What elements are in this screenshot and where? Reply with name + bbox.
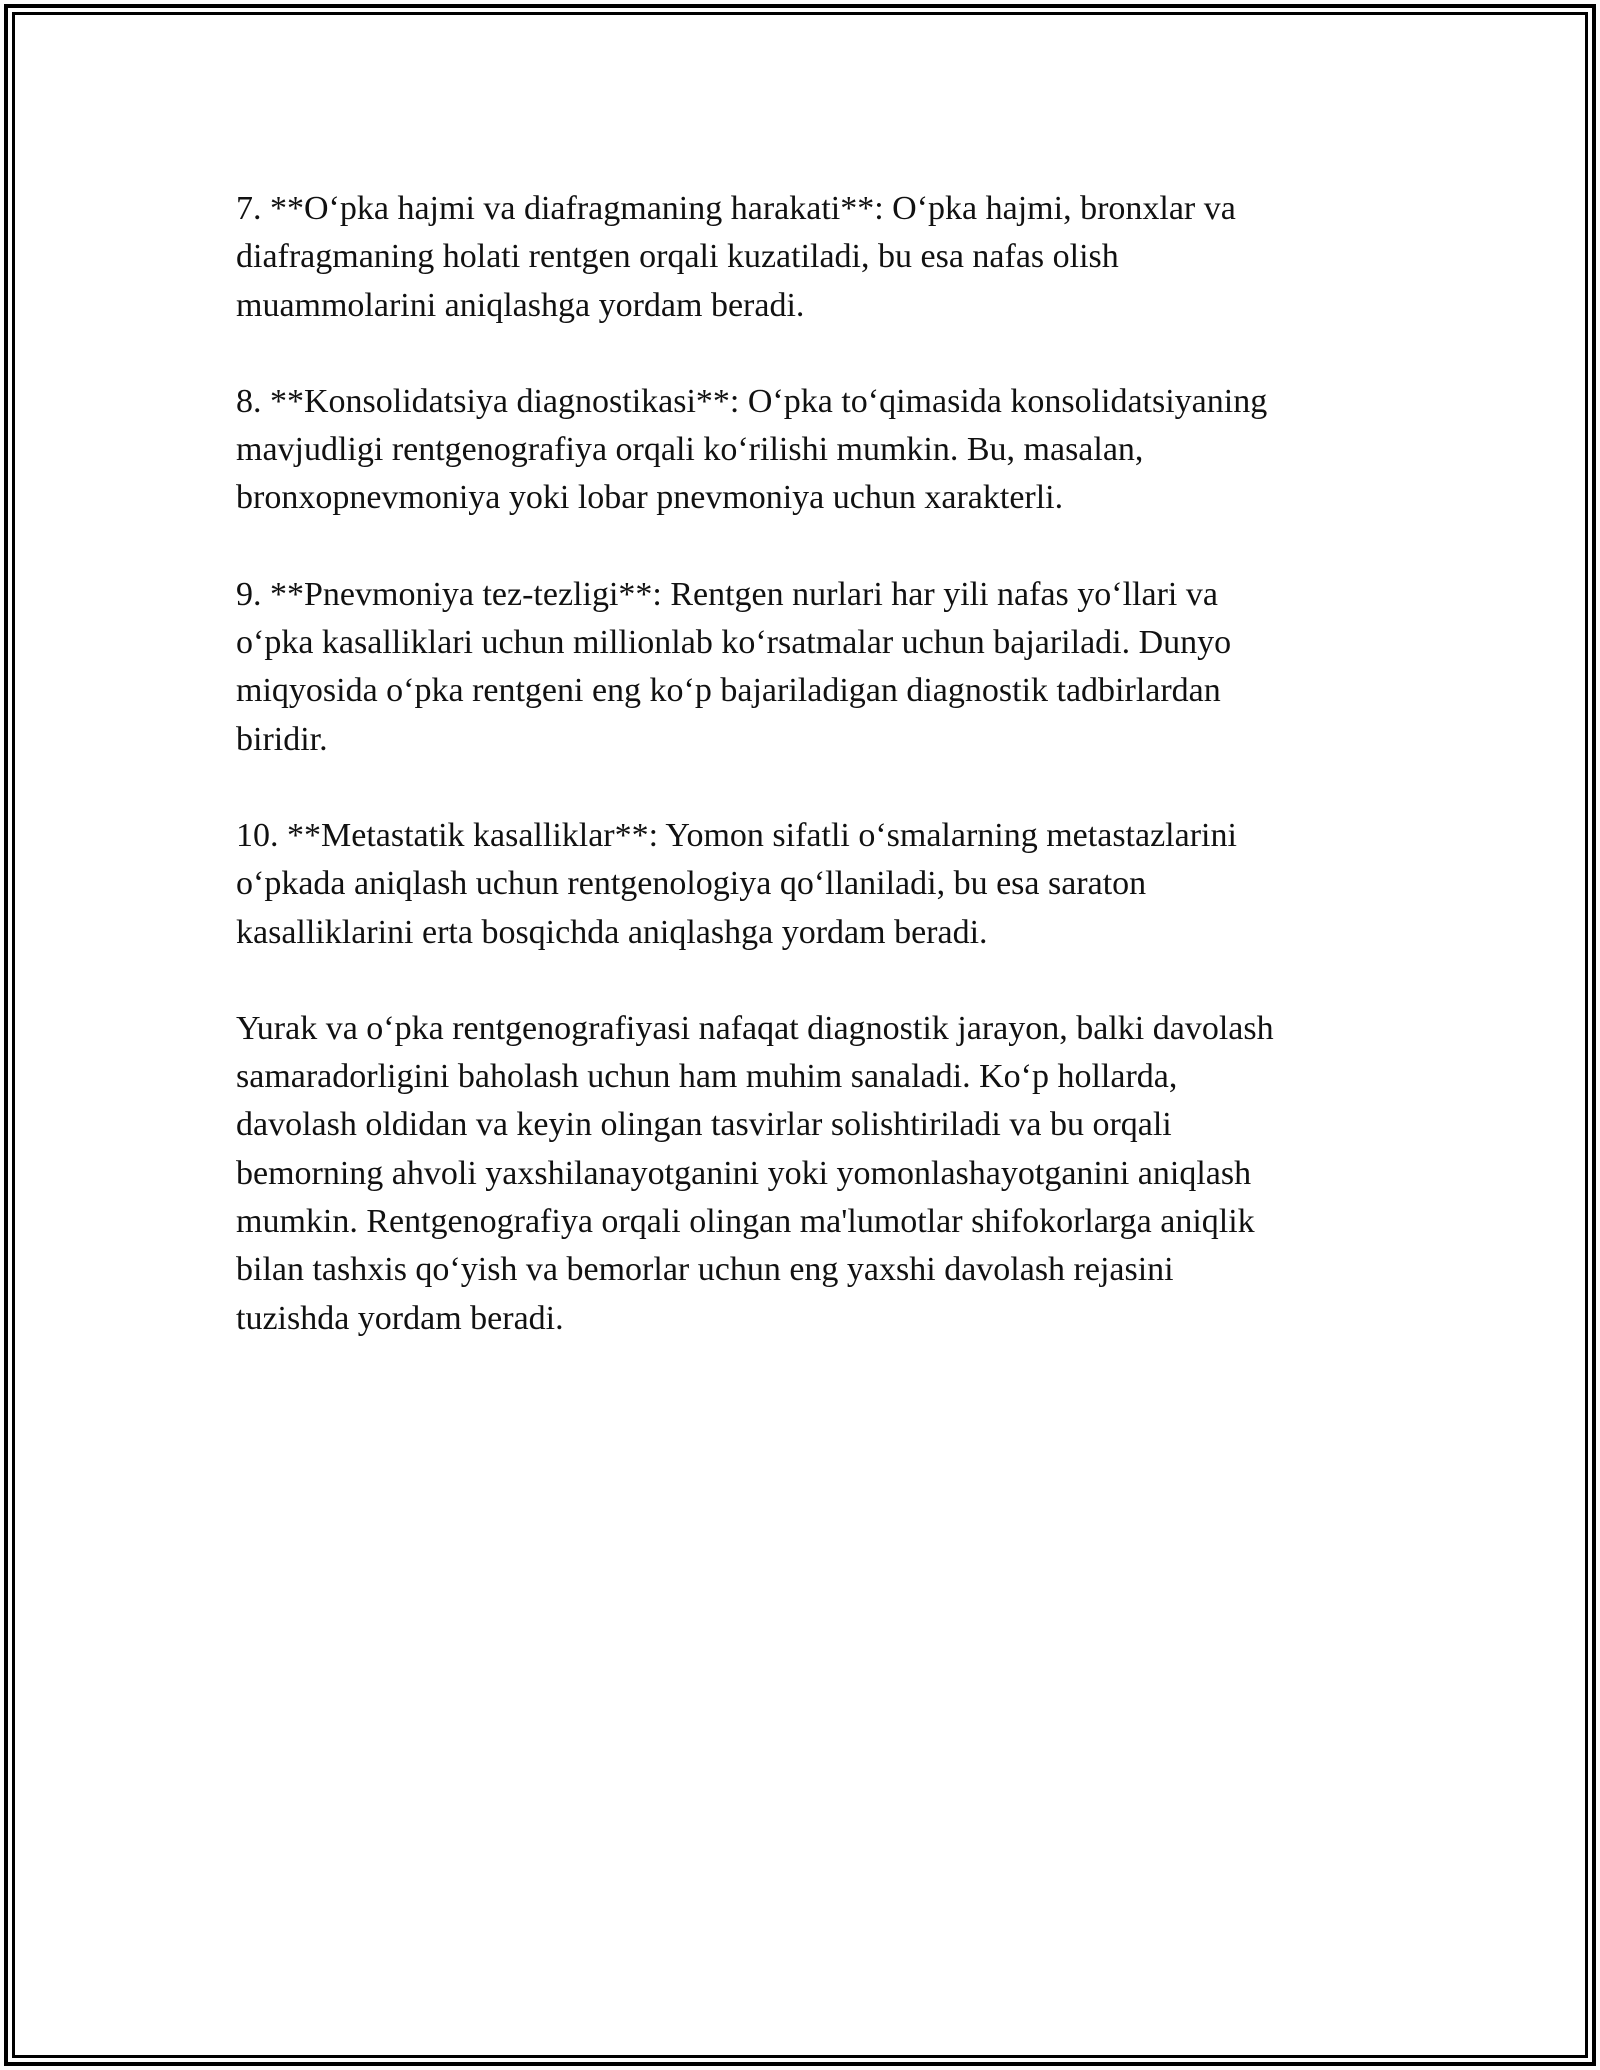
paragraph-item-10: [236, 812, 1366, 957]
paragraph-conclusion: [236, 1005, 1366, 1343]
text-line: 9. **Pnevmoniya tez-tezligi**: Rentgen nurlari har yili nafas yo‘llari va: [236, 575, 1218, 613]
text-line: miqyosida o‘pka rentgeni eng ko‘p bajariladigan diagnostik tadbirlardan: [236, 672, 1221, 710]
text-line: biridir.: [236, 720, 328, 758]
paragraph-item-8: [236, 378, 1366, 523]
text-line: mumkin. Rentgenografiya orqali olingan ma'lumotlar shifokorlarga aniqlik: [236, 1203, 1255, 1241]
paragraph-item-7: [236, 185, 1366, 330]
document-body: [236, 185, 1366, 1391]
paragraph-item-9: [236, 571, 1366, 764]
text-line: bemorning ahvoli yaxshilanayotganini yoki yomonlashayotganini aniqlash: [236, 1154, 1252, 1192]
text-line: bronxopnevmoniya yoki lobar pnevmoniya uchun xarakterli.: [236, 479, 1064, 517]
text-line: 10. **Metastatik kasalliklar**: Yomon sifatli o‘smalarning metastazlarini: [236, 816, 1237, 854]
text-line: bilan tashxis qo‘yish va bemorlar uchun eng yaxshi davolash rejasini: [236, 1251, 1174, 1289]
text-line: o‘pka kasalliklari uchun millionlab ko‘rsatmalar uchun bajariladi. Dunyo: [236, 624, 1232, 662]
text-line: Yurak va o‘pka rentgenografiyasi nafaqat diagnostik jarayon, balki davolash: [236, 1009, 1274, 1047]
text-line: 8. **Konsolidatsiya diagnostikasi**: O‘pka to‘qimasida konsolidatsiyaning: [236, 382, 1268, 420]
text-line: o‘pkada aniqlash uchun rentgenologiya qo‘llaniladi, bu esa saraton: [236, 865, 1147, 903]
text-line: diafragmaning holati rentgen orqali kuzatiladi, bu esa nafas olish: [236, 238, 1119, 276]
text-line: samaradorligini baholash uchun ham muhim sanaladi. Ko‘p hollarda,: [236, 1058, 1178, 1096]
text-line: 7. **O‘pka hajmi va diafragmaning harakati**: O‘pka hajmi, bronxlar va: [236, 190, 1236, 227]
text-line: muammolarini aniqlashga yordam beradi.: [236, 286, 805, 324]
text-line: tuzishda yordam beradi.: [236, 1299, 564, 1337]
text-line: mavjudligi rentgenografiya orqali ko‘rilishi mumkin. Bu, masalan,: [236, 431, 1144, 469]
text-line: davolash oldidan va keyin olingan tasvirlar solishtiriladi va bu orqali: [236, 1106, 1172, 1144]
text-line: kasalliklarini erta bosqichda aniqlashga yordam beradi.: [236, 913, 988, 951]
